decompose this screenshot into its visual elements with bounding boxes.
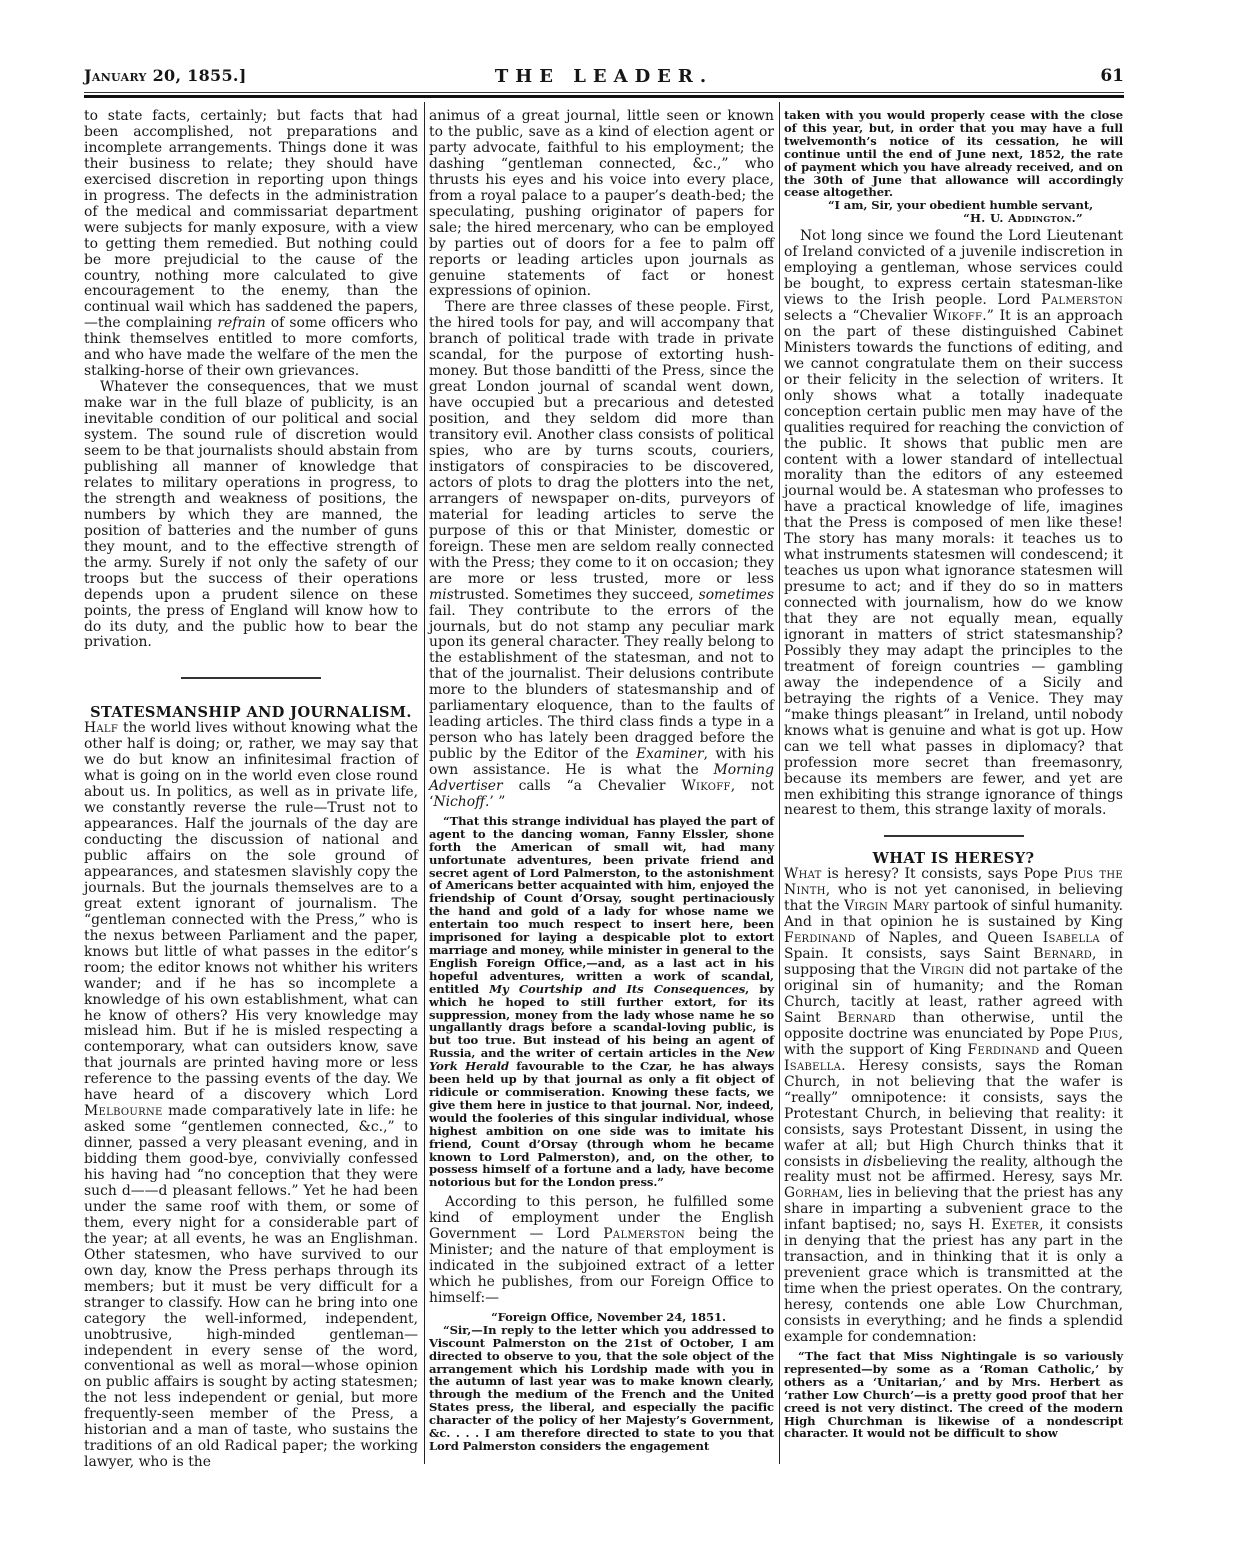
paragraph: Whatever the consequences, that we must make war in the full blaze of publicity, is an inevitable condition of our political and social system. The sound rule of discretion would seem to be that journalists should abstain from publishing all manner of knowledge that relates to military operations in progress, to the strength and weakness of positions, the numbers by which they are manned, the position of batteries and the number of guns they mount, and to the effective strength of the army. Surely if not only the safety of our troops but the success of their operations depends upon a prudent silence on these points, the press of England will know how to do its duty, and the public how to bear the privation. [84,379,418,651]
block-quote: “The fact that Miss Nightingale is so variously represented—by some as a ‘Roman Catholic,’ by others as a ‘Unitarian,’ and by Mrs. Herbert as ‘rather Low Church’—is a pretty good proof that her creed is not very distinct. The creed of the modern High Churchman is likewise of a nondescript character. It would not be difficult to show [784,1348,1123,1441]
letter-closing: “I am, Sir, your obedient humble servant, [827,198,1094,213]
publication-name: New York Herald [429,1046,774,1074]
publication-name: Morning Advertiser [429,762,774,795]
column-divider [779,102,780,1464]
person-name: Palmerston [603,1226,686,1243]
article-continuation-paragraph: to state facts, certainly; but facts that had been accomplished, not preparations and incomplete arrangements. Things done it was their business to relate; they should have exercised discretion in reporting upon things in progress. The defects in the administration of the medical and commissariat department were subjects for manly exposure, with a view to getting them remedied. But nothing could be more prejudicial to the cause of the country, nothing more calculated to give encouragement to the enemy, than the continual wail which has saddened the papers,—the complaining refrain of some officers who think themselves entitled to more comforts, and who have made the welfare of the men the stalking-horse of their own grievances. [84,108,418,380]
page-number: 61 [1100,66,1124,86]
masthead-rule-thick [84,95,1124,98]
paragraph: animus of a great journal, little seen or known to the public, save as a kind of election agent or party advocate, faithful to his employment; the dashing “gentleman connected, &c.,” who thrusts his eyes and his voice into every place, from a royal palace to a pauper’s death-bed; the speculating, pushing originator of papers for sale; the hired mercenary, who can be employed by parties out of doors for a fee to palm off reports or leading articles upon journals as genuine statements of fact or honest expressions of opinion. [429,108,774,300]
drop-word: What [784,866,822,883]
masthead [84,66,1124,100]
letter-signature: “H. U. Addington.” [963,211,1083,226]
block-quote: “That this strange individual has played the part of agent to the dancing woman, Fanny Elssler, shone forth the American of small wit, had many unfortunate adventures, been private friend and secret agent of Lord Palmerston, to the astonishment of Americans better acquainted with him, enjoyed the friendship of Count d’Orsay, sought pertinaciously the hand and gold of a lady for whose name we entertain too much respect to insert here, been imprisoned for laying a despicable plot to extort marriage and money, while minister in general to the English Foreign Office,—and, as a last act in his hopeful adventures, written a work of scandal, entitled My Courtship and Its Consequences, by which he hoped to still further extort, for its suppression, money from the lady whose name he so ungallantly drags before a scandal-loving public, is but too true. But instead of his being an agent of Russia, and the writer of certain articles in the New York Herald favourable to the Czar, he has always been held up by that journal as only a fit object of ridicule or commiseration. Knowing these facts, we give them here in justice to that journal. Nor, indeed, would the fooleries of this singular individual, whose highest ambition on one side was to imitate his friend, Count d’Orsay (through whom he became known to Lord Palmerston), and, on the other, to possess himself of a fortune and a lady, have become notorious but for the London press.” [429,813,774,1190]
issue-date: January 20, 1855.] [84,66,247,85]
paragraph: What is heresy? It consists, says Pope Pius the Ninth, who is not yet canonised, in believing that the Virgin Mary partook of sinful humanity. And in that opinion he is sustained by King Ferdinand of Naples, and Queen Isabella of Spain. It consists, says Saint Bernard, in supposing that the Virgin did not partake of the original sin of humanity; and the Roman Church, tacitly at least, rather agreed with Saint Bernard than otherwise, until the opposite doctrine was enunciated by Pope Pius, with the support of King Ferdinand and Queen Isabella. Heresy consists, says the Roman Church, in not believing that the wafer is “really” omnipotence: it consists, says the Protestant Church, in believing that reality: it consists, says Protestant Dissent, in using the wafer at all; but High Church thinks that it consists in disbelieving the reality, although the reality must not be affirmed. Heresy, says Mr. Gorham, lies in believing that the priest has any share in imparting a subvenient grace to the infant baptised; no, says H. Exeter, it consists in denying that the priest has any part in the transaction, and in thinking that it is only a prevenient grace which is transmitted at the time when the priest operates. On the contrary, heresy, contends one able Low Churchman, consists in everything; and he finds a splendid example for condemnation: [784,866,1123,1346]
column-2 [429,109,774,1453]
paragraph: Not long since we found the Lord Lieutenant of Ireland convicted of a juvenile indiscretion in employing a gentleman, whose services could be bought, to express certain statesman-like views to the Irish people. Lord Palmerston selects a “Chevalier Wikoff.” It is an approach on the part of these distinguished Cabinet Ministers towards the functions of editing, and we cannot congratulate them on their success or their felicity in the selection of writers. It only shows what a totally inadequate conception certain public men may have of the qualities required for reaching the conviction of the public. It shows that public men are content with a lower standard of intellectual morality than the editors of any esteemed journal would be. A statesman who professes to have a practical knowledge of life, imagines that the Press is composed of men like these! The story has many morals: it teaches us to what instruments statesmen will condescend; it teaches us upon what ignorance statesmen will presume to act; and if they do so in matters connected with journalism, how do we know that they are not equally mean, equally ignorant in matters of strict statesmanship? Possibly they may adapt the principles to the treatment of foreign countries — gambling away the independence of a Sicily and betraying the rights of a Venice. They may “make things pleasant” in Ireland, until nobody knows what is genuine and what is got up. How can we tell what passes in diplomacy? that profession more secret than freemasonry, because its members are fewer, and yet are men exhibiting this strange ignorance of things nearest to them, this strange laxity of morals. [784,228,1123,819]
letter-quote-continued [784,109,1123,225]
person-name: Wikoff [932,307,983,324]
letter-body: “Sir,—In reply to the letter which you addressed to Viscount Palmerston on the 21st of October, I am directed to observe to you, that the sole object of the arrangement which his Lordship made with you in the autumn of last year was to make known clearly, through the medium of the French and the United States press, the liberal, and especially the pacific character of the policy of her Majesty’s Government, &c. . . . I am therefore directed to state to you that Lord Palmerston considers the engagement [429,1322,774,1453]
publication-name: Examiner [635,746,704,763]
italic-text: refrain [217,315,266,332]
paragraph: Half the world lives without knowing what the other half is doing; or, rather, we may say that we do but know an infinitesimal fraction of what is going on in the world even close round about us. In politics, as well as in private life, we constantly reverse the rule—Trust not to appearances. Half the journals of the day are conducting the discussion of national and public affairs on the sole ground of appearances, and statesmen slavishly copy the journals. But the journals themselves are to a great extent ignorant of journalism. The “gentleman connected with the Press,” who is the nexus between Parliament and the paper, knows but little of what passes in the editor’s room; the editor knows not whither his writers wander; and if he has so incomplete a knowledge of his own establishment, what can he know of others? His very knowledge may mislead him. But if he is misled respecting a contemporary, what can outsiders know, save that journals are printed having more or less reference to the passing events of the day. We have heard of a discovery which Lord Melbourne made comparatively late in life: he asked some “gentlemen connected, &c.,” to dinner, passed a very pleasant evening, and in bidding them good-bye, convivially confessed his having had “no conception that they were such d——d pleasant fellows.” Yet he had been under the same roof with them, or some of them, every night for a considerable part of the year; at all events, he was an Englishman. Other statesmen, who have survived to our own day, know the Press perhaps through its members; but it must be very difficult for a stranger to classify. How can he bring into one category the well-informed, independent, unobtrusive, high-minded gentleman—independent in every sense of the word, conventional as well as moral—whose opinion on public affairs is sought by acting statesmen; the not less independent or genial, but more frequently-seen member of the Press, a historian and a man of taste, who sustains the traditions of an old Radical paper; the working lawyer, who is the [84,720,418,1471]
column-1 [84,109,418,1471]
article-heading: WHAT IS HERESY? [872,850,1035,868]
letter-body: taken with you would properly cease with the close of this year, but, in order that you may have a full twelvemonth’s notice of its cessation, he will continue until the end of June next, 1852, the rate of payment which you have already received, and on the 30th of June that allowance will accordingly cease altogether. [784,108,1123,200]
person-name: Wikoff [681,778,731,795]
column-divider [424,102,425,1464]
paragraph: According to this person, he fulfilled some kind of employment under the English Government — Lord Palmerston being the Minister; and the nature of that employment is indicated in the subjoined extract of a letter which he publishes, from our Foreign Office to himself:— [429,1194,774,1306]
masthead-rule-thin [84,92,1124,93]
article-heading: STATESMANSHIP AND JOURNALISM. [90,704,412,722]
person-name: Palmerston [1041,291,1123,308]
person-name: Melbourne [84,1103,163,1120]
book-title: My Courtship and Its Consequences [489,981,746,996]
column-3 [784,109,1123,1440]
letter-dateline: “Foreign Office, November 24, 1851. [491,1309,726,1324]
publication-title: THE LEADER. [494,66,714,87]
drop-word: Half [84,720,119,737]
paragraph: There are three classes of these people. First, the hired tools for pay, and will accompany that branch of political trade with trade in private scandal, for the purpose of extorting hush-money. But those banditti of the Press, since the great London journal of scandal went down, have occupied but a precarious and detested position, and they seldom did more than transitory evil. Another class consists of political spies, who are by turns scouts, couriers, instigators of conspiracies to be discovered, actors of plots to drag the plotters into the net, arrangers of newspaper on-dits, purveyors of material for leading articles to serve the purpose of this or that Minister, domestic or foreign. These men are seldom really connected with the Press; they come to it on occasion; they are more or less trusted, more or less mistrusted. Sometimes they succeed, sometimes fail. They contribute to the errors of the journals, but do not stamp any peculiar mark upon its general character. They really belong to the establishment of the statesman, and not to that of the journalist. Their delusions contribute more to the blunders of statesmanship and of parliamentary eloquence, than to the faults of leading articles. The third class finds a type in a person who has lately been dragged before the public by the Editor of the Examiner, with his own assistance. He is what the Morning Advertiser calls “a Chevalier Wikoff, not ‘Nichoff.’ ” [429,299,774,810]
letter-quote [429,1311,774,1453]
